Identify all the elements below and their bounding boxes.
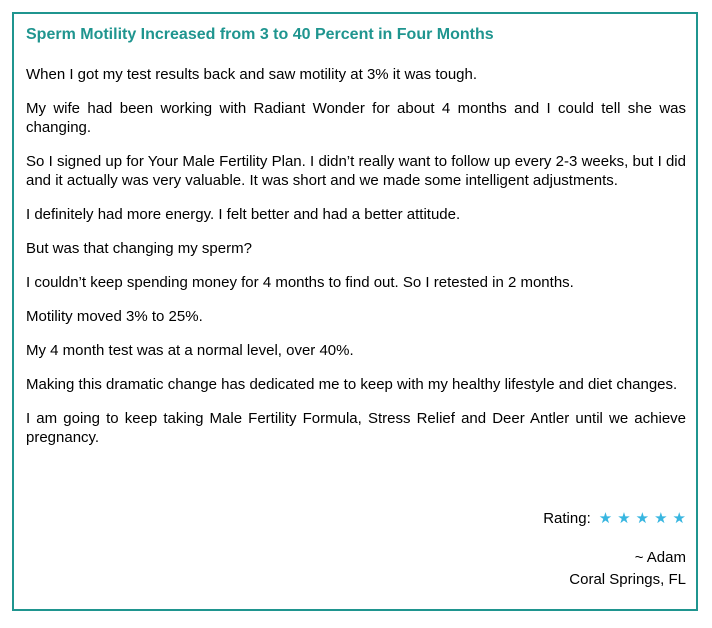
testimonial-paragraph: I definitely had more energy. I felt better and had a better attitude. — [26, 206, 461, 223]
rating-label: Rating: — [543, 510, 591, 527]
testimonial-paragraph: My wife had been working with Radiant Wonder for about 4 months and I could tell she was changing. — [26, 100, 686, 136]
star-icon: ★ — [654, 510, 668, 527]
testimonial-paragraph: I am going to keep taking Male Fertility Formula, Stress Relief and Deer Antler until we achieve pregnancy. — [26, 410, 686, 446]
testimonial-paragraph: When I got my test results back and saw motility at 3% it was tough. — [26, 66, 478, 83]
testimonial-paragraph: So I signed up for Your Male Fertility Plan. I didn’t really want to follow up every 2-3 weeks, but I did and it actually was very valuable. It was short and we made some intelligent adjustments. — [26, 153, 686, 189]
star-icon: ★ — [617, 510, 631, 527]
testimonial-paragraph: I couldn’t keep spending money for 4 months to find out. So I retested in 2 months. — [26, 274, 574, 291]
testimonial-paragraph: Making this dramatic change has dedicated me to keep with my healthy lifestyle and diet changes. — [26, 376, 678, 393]
testimonial-title: Sperm Motility Increased from 3 to 40 Percent in Four Months — [26, 26, 494, 43]
testimonial-paragraph: But was that changing my sperm? — [26, 240, 252, 257]
rating — [543, 509, 686, 528]
signature — [569, 547, 686, 591]
testimonial-paragraph: My 4 month test was at a normal level, over 40%. — [26, 342, 354, 359]
star-icon: ★ — [598, 510, 613, 527]
star-icon: ★ — [672, 510, 686, 527]
testimonial-paragraph: Motility moved 3% to 25%. — [26, 308, 203, 325]
author-name: ~ Adam — [634, 549, 686, 566]
rating-stars — [599, 509, 686, 528]
testimonial-card — [12, 12, 698, 611]
star-icon: ★ — [635, 510, 650, 527]
author-location: Coral Springs, FL — [569, 571, 686, 588]
testimonial-body — [26, 65, 686, 462]
